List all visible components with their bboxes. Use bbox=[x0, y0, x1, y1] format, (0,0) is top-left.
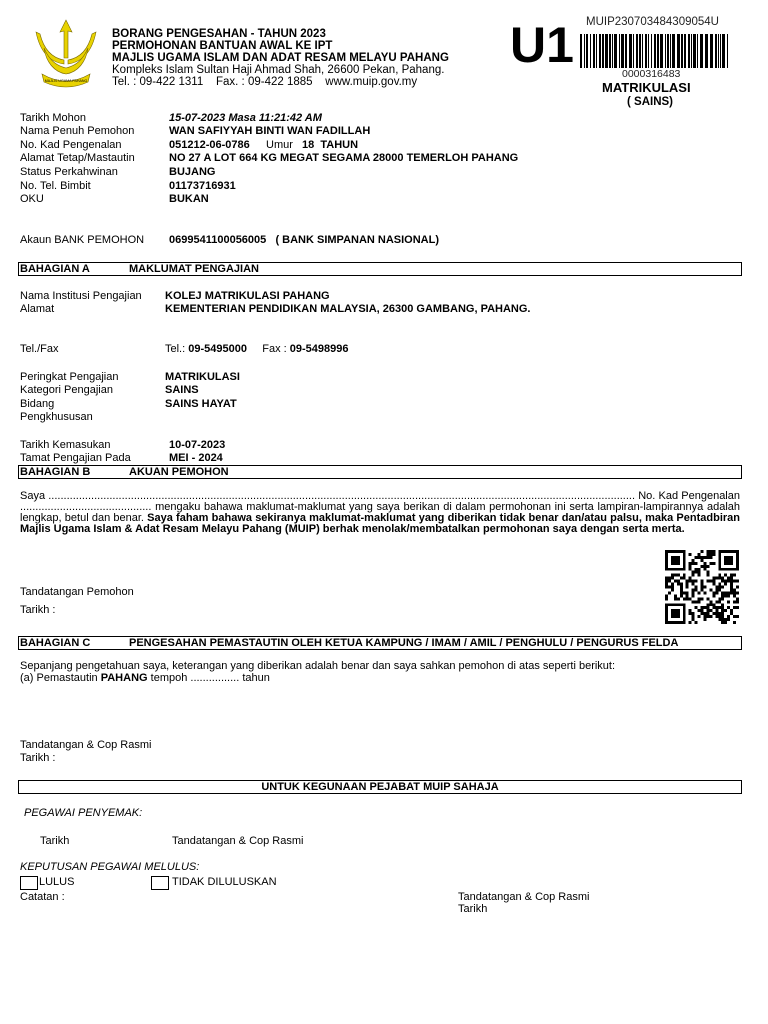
section-title: UNTUK KEGUNAAN PEJABAT MUIP SAHAJA bbox=[261, 781, 499, 793]
declaration-text bbox=[20, 491, 740, 535]
fax-label: Fax : bbox=[262, 343, 287, 355]
applicant-signature-label: Tandatangan Pemohon bbox=[20, 586, 134, 598]
institution-value: KOLEJ MATRIKULASI PAHANG bbox=[165, 290, 330, 302]
resident-state: PAHANG bbox=[100, 672, 148, 684]
fax-value: 09-5498996 bbox=[289, 343, 349, 355]
bank-value: 0699541100056005 ( BANK SIMPANAN NASIONAL) bbox=[169, 234, 440, 246]
resident-prefix: (a) Pemastautin bbox=[20, 672, 98, 684]
checker-label: PEGAWAI PENYEMAK: bbox=[24, 807, 143, 819]
age-value: 18 TAHUN bbox=[302, 139, 359, 151]
phone-value: 01173716931 bbox=[169, 180, 236, 192]
rejected-checkbox[interactable] bbox=[151, 876, 169, 890]
approved-label: LULUS bbox=[39, 876, 75, 888]
applicant-label: OKU bbox=[20, 193, 44, 205]
declaration-part-2: Saya faham bahawa sekiranya maklumat-maklumat yang diberikan tidak benar dan/atau palsu, maka Pentadbiran Majlis Ugama Islam & Adat Resam Melayu Pahang (MUIP) berhak menolak/membatalkan permohonan saya dengan serta merta. bbox=[20, 512, 740, 535]
checker-signature-label: Tandatangan & Cop Rasmi bbox=[172, 835, 304, 847]
form-code: U1 bbox=[510, 17, 574, 73]
section-title: MAKLUMAT PENGAJIAN bbox=[129, 263, 259, 275]
oku-value: BUKAN bbox=[169, 193, 209, 205]
reference-number: MUIP230703484309054U bbox=[586, 16, 719, 28]
section-c-header bbox=[18, 636, 742, 650]
entry-date-label: Tarikh Kemasukan bbox=[20, 439, 111, 451]
barcode bbox=[580, 34, 732, 68]
rejected-label: TIDAK DILULUSKAN bbox=[172, 876, 277, 888]
header-line-2: PERMOHONAN BANTUAN AWAL KE IPT bbox=[112, 40, 333, 52]
approver-signature-label: Tandatangan & Cop Rasmi bbox=[458, 891, 590, 903]
applicant-label: Status Perkahwinan bbox=[20, 166, 118, 178]
tel-label: Tel.: bbox=[165, 343, 186, 355]
section-code: BAHAGIAN B bbox=[20, 466, 91, 478]
decision-label: KEPUTUSAN PEGAWAI MELULUS: bbox=[20, 861, 200, 873]
muip-logo bbox=[30, 18, 102, 90]
address-value: NO 27 A LOT 664 KG MEGAT SEGAMA 28000 TEMERLOH PAHANG bbox=[169, 152, 519, 164]
application-date-value: 15-07-2023 Masa 11:21:42 AM bbox=[169, 112, 322, 124]
end-date-label: Tamat Pengajian Pada bbox=[20, 452, 131, 464]
entry-date-value: 10-07-2023 bbox=[169, 439, 226, 451]
section-code: BAHAGIAN C bbox=[20, 637, 91, 649]
logo-text: MAJLIS UGAMA PAHANG bbox=[44, 79, 88, 83]
section-a-header bbox=[18, 262, 742, 276]
qr-code bbox=[665, 550, 739, 624]
section-code: BAHAGIAN A bbox=[20, 263, 90, 275]
institution-label: Nama Institusi Pengajian bbox=[20, 290, 142, 302]
level-value: MATRIKULASI bbox=[165, 371, 240, 383]
section-title: PENGESAHAN PEMASTAUTIN OLEH KETUA KAMPUNG / IMAM / AMIL / PENGHULU / PENGURUS FELDA bbox=[129, 637, 679, 649]
institution-address-label: Alamat bbox=[20, 303, 55, 315]
resident-confirmation-text: Sepanjang pengetahuan saya, keterangan yang diberikan adalah benar dan saya sahkan pemohon di atas seperti berikut: bbox=[20, 660, 616, 672]
header-address: Kompleks Islam Sultan Haji Ahmad Shah, 26600 Pekan, Pahang. bbox=[112, 64, 445, 76]
study-category-label: Kategori Pengajian bbox=[20, 384, 113, 396]
header-line-3: MAJLIS UGAMA ISLAM DAN ADAT RESAM MELAYU PAHANG bbox=[112, 52, 449, 64]
applicant-name-value: WAN SAFIYYAH BINTI WAN FADILLAH bbox=[169, 125, 371, 137]
field-label: Bidang bbox=[20, 398, 55, 410]
applicant-label: Alamat Tetap/Mastautin bbox=[20, 152, 135, 164]
resident-suffix: tempoh ................ tahun bbox=[150, 672, 270, 684]
resident-duration-line bbox=[20, 672, 270, 685]
office-use-header bbox=[18, 780, 742, 794]
marital-status-value: BUJANG bbox=[169, 166, 216, 178]
section-b-header bbox=[18, 465, 742, 479]
applicant-date-label: Tarikh : bbox=[20, 604, 56, 616]
applicant-label: Tarikh Mohon bbox=[20, 112, 87, 124]
level-label: Peringkat Pengajian bbox=[20, 371, 119, 383]
barcode-number: 0000316483 bbox=[622, 68, 681, 80]
applicant-label: No. Kad Pengenalan bbox=[20, 139, 122, 151]
bank-label: Akaun BANK PEMOHON bbox=[20, 234, 145, 246]
approved-checkbox[interactable] bbox=[20, 876, 38, 890]
approver-date-label: Tarikh bbox=[458, 903, 488, 915]
telfax-label: Tel./Fax bbox=[20, 343, 59, 355]
institution-address-value: KEMENTERIAN PENDIDIKAN MALAYSIA, 26300 GAMBANG, PAHANG. bbox=[165, 303, 531, 315]
stream-title: ( SAINS) bbox=[627, 96, 673, 108]
applicant-label: No. Tel. Bimbit bbox=[20, 180, 91, 192]
section-title: AKUAN PEMOHON bbox=[129, 466, 229, 478]
field-value: SAINS HAYAT bbox=[165, 398, 237, 410]
category-title: MATRIKULASI bbox=[602, 80, 691, 95]
applicant-label: Nama Penuh Pemohon bbox=[20, 125, 135, 137]
verifier-signature-label: Tandatangan & Cop Rasmi bbox=[20, 739, 152, 751]
notes-label: Catatan : bbox=[20, 891, 65, 903]
tel-fax-row bbox=[165, 343, 349, 356]
study-category-value: SAINS bbox=[165, 384, 199, 396]
verifier-date-label: Tarikh : bbox=[20, 752, 56, 764]
ic-number-value: 051212-06-0786 bbox=[169, 139, 250, 151]
declaration-part-1: Saya ................................................................................................................................................................................................ No. Kad Pengenalan ........................................... mengaku bahawa maklumat-maklumat yang saya berikan di dalam permohonan ini serta lampiran-lampirannya adalah lengkap, betul dan benar. bbox=[20, 490, 740, 524]
header-contact: Tel. : 09-422 1311 Fax. : 09-422 1885 www.muip.gov.my bbox=[112, 76, 418, 88]
specialization-label: Pengkhususan bbox=[20, 411, 93, 423]
age-label: Umur bbox=[266, 139, 293, 151]
header-line-1: BORANG PENGESAHAN - TAHUN 2023 bbox=[112, 28, 326, 40]
end-date-value: MEI - 2024 bbox=[169, 452, 223, 464]
tel-value: 09-5495000 bbox=[188, 343, 247, 355]
checker-date-label: Tarikh bbox=[40, 835, 70, 847]
